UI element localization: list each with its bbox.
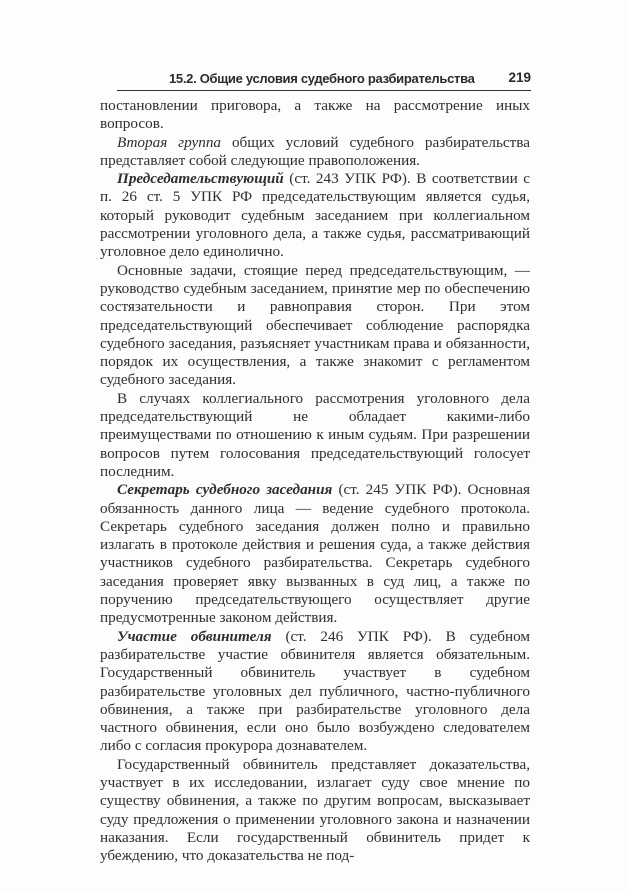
page-number: 219 [508, 70, 531, 85]
paragraph-second-group [100, 134, 530, 171]
paragraph-continuation [100, 97, 530, 134]
paragraph-text: Государственный обвинитель представляет доказательства, участвует в их исследовании, излагает суду свое мнение по существу обвинения, а также по другим вопросам, высказывает суду предложения о применении уголовного закона и назначении наказания. Если государственный обвинитель придет к убеждению, что доказательства не под- [100, 755, 530, 865]
paragraph-text: (ст. 245 УПК РФ). Основная обязанность данного лица — ведение судебного протокола. Секретарь судебного заседания должен полно и правильно излагать в протоколе действия и решения суда, а также действия участников судебного разбирательства. Секретарь судебного заседания проверяет явку вызванных в суд лиц, а также по поручению председательствующего осуществляет другие предусмотренные законом действия. [100, 481, 530, 627]
paragraph-state-prosecutor [100, 756, 530, 866]
paragraph-court-secretary [100, 481, 530, 627]
term-prosecutor-participation: Участие обвинителя [117, 627, 272, 645]
page-body [100, 97, 530, 865]
paragraph-text: (ст. 246 УПК РФ). В судебном разбирательстве участие обвинителя является обязательным. Государственный обвинитель участвует в судебном разбирательстве уголовных дел публичного, частно-публичного обвинения, а также при разбирательстве уголовного дела частного обвинения, если оно было возбуждено следователем либо с согласия прокурора дознавателем. [100, 627, 530, 755]
paragraph-text: (ст. 243 УПК РФ). В соответствии с п. 26 ст. 5 УПК РФ председательствующим является судья, который руководит судебным заседанием при коллегиальном рассмотрении уголовного дела, а также судья, рассматривающий уголовное дело единолично. [100, 170, 530, 261]
running-header [117, 70, 531, 91]
chapter-section-title: 15.2. Общие условия судебного разбирательства [169, 71, 475, 86]
paragraph-text: общих условий судебного разбирательства представляет собой следующие правоположения. [100, 133, 530, 169]
paragraph-presiding-tasks [100, 262, 530, 390]
term-presiding-judge: Председательствующий [117, 170, 284, 188]
paragraph-presiding-judge [100, 170, 530, 261]
term-court-secretary: Секретарь судебного заседания [117, 481, 333, 499]
paragraph-text: В случаях коллегиального рассмотрения уголовного дела председательствующий не обладает какими-либо преимуществами по отношению к иным судьям. При разрешении вопросов путем голосования председательствующий голосует последним. [100, 389, 530, 480]
paragraph-prosecutor-participation [100, 628, 530, 756]
paragraph-collegial-review [100, 390, 530, 481]
term-second-group: Вторая группа [117, 133, 222, 151]
paragraph-text: Основные задачи, стоящие перед председательствующим, — руководство судебным заседанием, принятие мер по обеспечению состязательности и равноправия сторон. При этом председательствующий обеспечивает соблюдение распорядка судебного заседания, разъясняет участникам права и обязанности, порядок их осуществления, а также знакомит с регламентом судебного заседания. [100, 261, 530, 389]
paragraph-text: постановлении приговора, а также на рассмотрение иных вопросов. [100, 97, 530, 133]
